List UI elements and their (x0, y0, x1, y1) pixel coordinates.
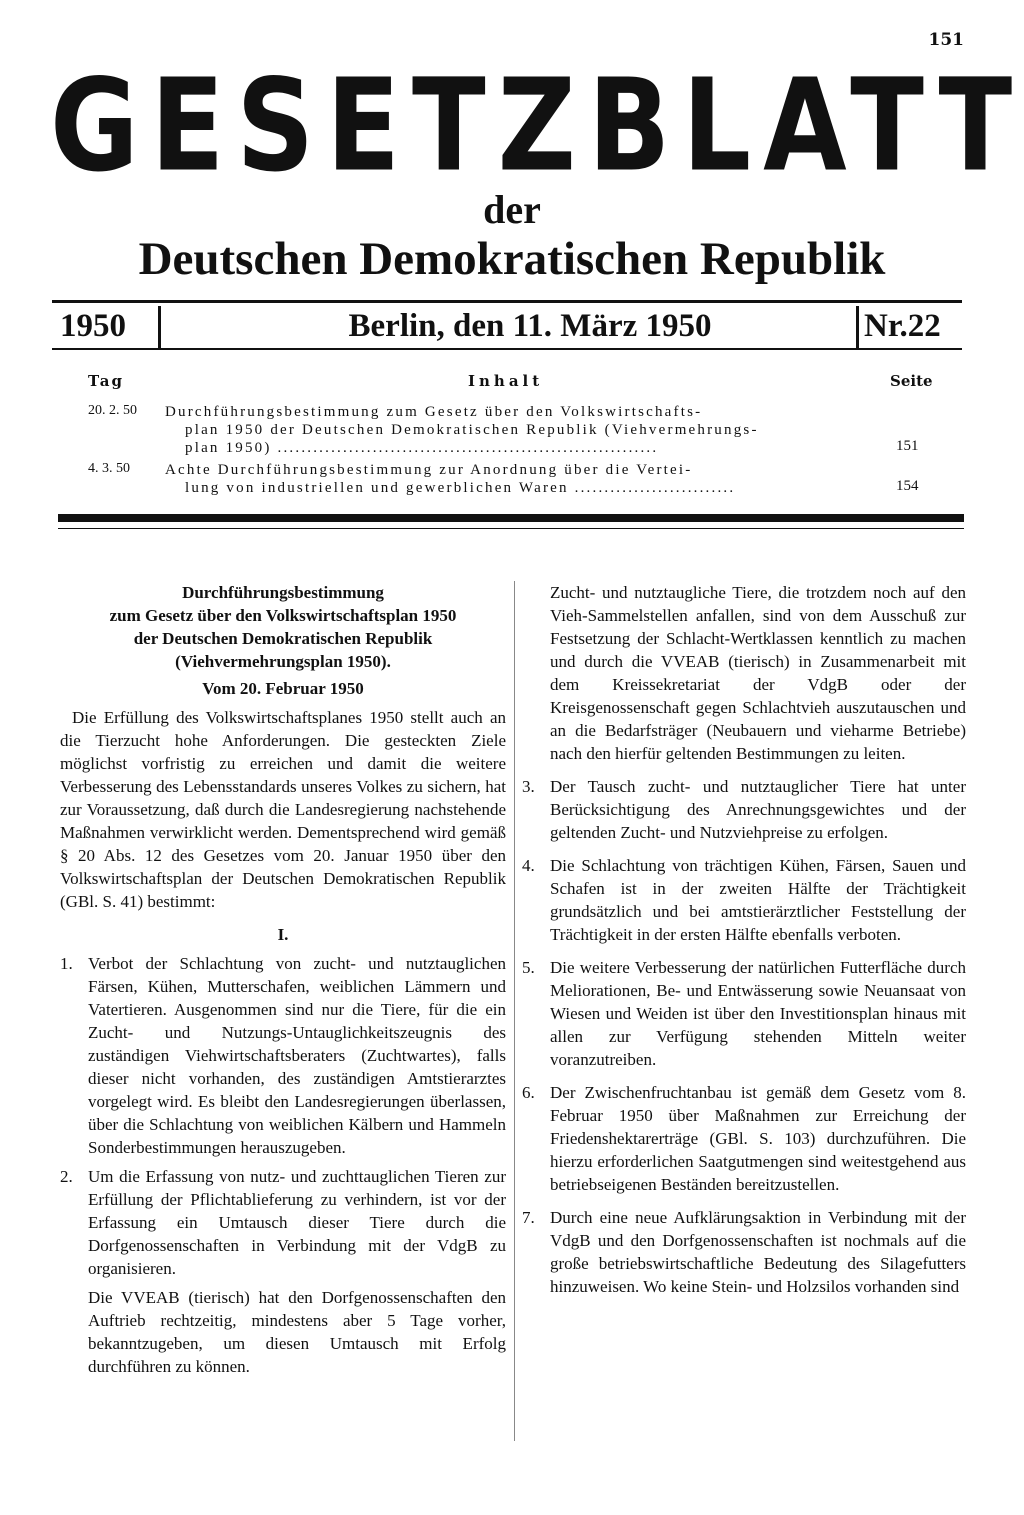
list-item-text: Die Schlachtung von trächtigen Kühen, Färsen, Sauen und Schafen ist in der zweiten Hälfte der Trächtigkeit grundsätzlich und bei amtstierärztlicher Feststellung der Trächtigkeit in der ersten Hälfte ebenfalls verboten. (550, 856, 966, 944)
toc-col-tag: Tag (88, 372, 124, 390)
issue-top-rule (52, 300, 962, 303)
list-item-number: 4. (522, 856, 535, 875)
list-item-text: Die weitere Verbesserung der natürlichen Futterfläche durch Meliorationen, Be- und Entwässerung sowie Neuansaat von Wiesen und Weiden ist über den Investitionsplan hinaus mit allen zur Verfügung stehenden Mitteln weiter voranzutreiben. (550, 958, 966, 1069)
list-item-text: Der Tausch zucht- und nutztauglicher Tiere hat unter Berücksichtigung des Anrechnungsgewichtes und der geltenden Zucht- und Nutzviehpreise zu erfolgen. (550, 777, 966, 842)
toc-col-seite: Seite (890, 372, 933, 390)
toc-entry-date: 4. 3. 50 (88, 461, 130, 476)
issue-bottom-rule (52, 348, 962, 350)
issue-place-date: Berlin, den 11. März 1950 (348, 308, 712, 344)
article-intro: Die Erfüllung des Volkswirtschaftsplanes 1950 stellt auch an die Tierzucht hohe Anforderungen. Die gesteckten Ziele möglichst vorfristig zu erreichen und damit die weitere Verbesserung des Lebensstandards unseres Volkes zu sichern, hat zur Voraussetzung, daß durch die Landesregierung nachstehende Maßnahmen verwirklicht werden. Dementsprechend wird gemäß § 20 Abs. 12 des Gesetzes vom 20. Januar 1950 über den Volkswirtschaftsplan der Deutschen Demokratischen Republik (GBl. S. 41) bestimmt: (60, 708, 506, 911)
toc-entry-page: 154 (896, 478, 919, 494)
toc-entry-line: Achte Durchführungsbestimmung zur Anordnung über die Vertei- (165, 462, 693, 478)
page-number: 151 (928, 30, 964, 50)
list-item-text: Verbot der Schlachtung von zucht- und nutztauglichen Färsen, Kühen, Mutterschafen, weiblichen Lämmern und Vatertieren. Ausgenommen sind nur die Tiere, für die ein Zucht- und Nutzungs-Untauglichkeitszeugnis des zuständigen Viehwirtschaftsberaters (Zuchtwartes), falls dieser nicht vorhanden, des zuständigen Amtstierarztes vorgelegt wird. Es bleibt den Landesregierungen überlassen, über die Schlachtung von weiblichen Kälbern und Hammeln Sonderbestimmungen herauszugeben. (88, 954, 506, 1157)
list-item-text: Durch eine neue Aufklärungsaktion in Verbindung mit der VdgB und den Dorfgenossenschaften ist nochmals auf die große betriebswirtschaftliche Bedeutung des Silagefutters hinzuweisen. Wo keine Stein- und Holzsilos vorhanden sind (550, 1208, 966, 1296)
list-item (60, 952, 506, 1159)
masthead-subtitle: Deutschen Demokratischen Republik (138, 233, 886, 285)
toc-entry-line: Durchführungsbestimmung zum Gesetz über den Volkswirtschafts- (165, 404, 703, 420)
toc-separator-thin (58, 528, 964, 529)
list-item-number: 6. (522, 1083, 535, 1102)
issue-divider-right (856, 306, 859, 348)
list-item-text: Um die Erfassung von nutz- und zuchttauglichen Tieren zur Erfüllung der Pflichtablieferung zu verhindern, ist vor der Erfassung ein Umtausch dieser Tiere durch die Dorfgenossenschaften in Verbindung mit der VdgB zu organisieren. (88, 1167, 506, 1278)
masthead-title: GESETZBLATT (50, 52, 1024, 200)
article-heading-line: der Deutschen Demokratischen Republik (133, 629, 433, 648)
issue-number: Nr.22 (864, 308, 941, 344)
toc-entry-page: 151 (896, 438, 919, 454)
list-item (522, 1206, 966, 1298)
list-item (522, 775, 966, 844)
article-left-column (60, 581, 506, 1378)
list-item (60, 1165, 506, 1378)
list-item-number: 2. (60, 1167, 73, 1186)
list-item-number: 5. (522, 958, 535, 977)
list-item-number: 7. (522, 1208, 535, 1227)
toc-col-inhalt: Inhalt (468, 372, 544, 390)
list-item-text: Der Zwischenfruchtanbau ist gemäß dem Gesetz vom 8. Februar 1950 über Maßnahmen zur Erreichung der Friedenshektarerträge (GBl. S. 103) durchzuführen. Die hierzu erforderlichen Saatgutmengen sind weitestgehend aus betriebseigenen Beständen bereitzustellen. (550, 1083, 966, 1194)
list-item-text: Zucht- und nutztaugliche Tiere, die trotzdem noch auf den Vieh-Sammelstellen anfallen, sind von dem Ausschuß zur Festsetzung der Schlacht-Wertklassen kenntlich zu machen und durch die VVEAB (tierisch) in Zusammenarbeit mit dem Kreissekretariat der VdgB oder der Kreisgenossenschaft gegen Schlachtvieh auszutauschen und an die Bedarfsträger (Neubauern und vieharme Betriebe) nach den hierfür geltenden Bestimmungen zu leiten. (550, 583, 966, 763)
list-item-number: 1. (60, 954, 73, 973)
issue-year: 1950 (60, 308, 126, 344)
toc-separator-thick (58, 514, 964, 522)
toc-entry-line: lung von industriellen und gewerblichen Waren ........................... (185, 480, 736, 496)
column-divider (514, 581, 515, 1441)
article-date: Vom 20. Februar 1950 (202, 679, 364, 698)
toc-entry-date: 20. 2. 50 (88, 403, 137, 418)
toc-entry-line: plan 1950) ................................................................ (185, 440, 659, 456)
list-item (522, 1081, 966, 1196)
list-item-text-continued: Die VVEAB (tierisch) hat den Dorfgenossenschaften den Auftrieb rechtzeitig, mindestens aber 5 Tage vorher, bekanntzugeben, um diesen Umtausch mit Erfolg durchführen zu können. (88, 1288, 506, 1376)
masthead-der: der (483, 187, 541, 232)
list-item-number: 3. (522, 777, 535, 796)
issue-divider-left (158, 306, 161, 348)
toc-entry-line: plan 1950 der Deutschen Demokratischen Republik (Viehvermehrungs- (185, 422, 759, 438)
list-item (522, 854, 966, 946)
article-heading-line: zum Gesetz über den Volkswirtschaftsplan 1950 (109, 606, 457, 625)
article-right-column (522, 581, 966, 1298)
article-heading-line: (Viehvermehrungsplan 1950). (175, 652, 391, 671)
article-heading-line: Durchführungsbestimmung (182, 583, 384, 602)
list-item-continuation (522, 581, 966, 765)
list-item (522, 956, 966, 1071)
section-numeral: I. (277, 925, 289, 944)
